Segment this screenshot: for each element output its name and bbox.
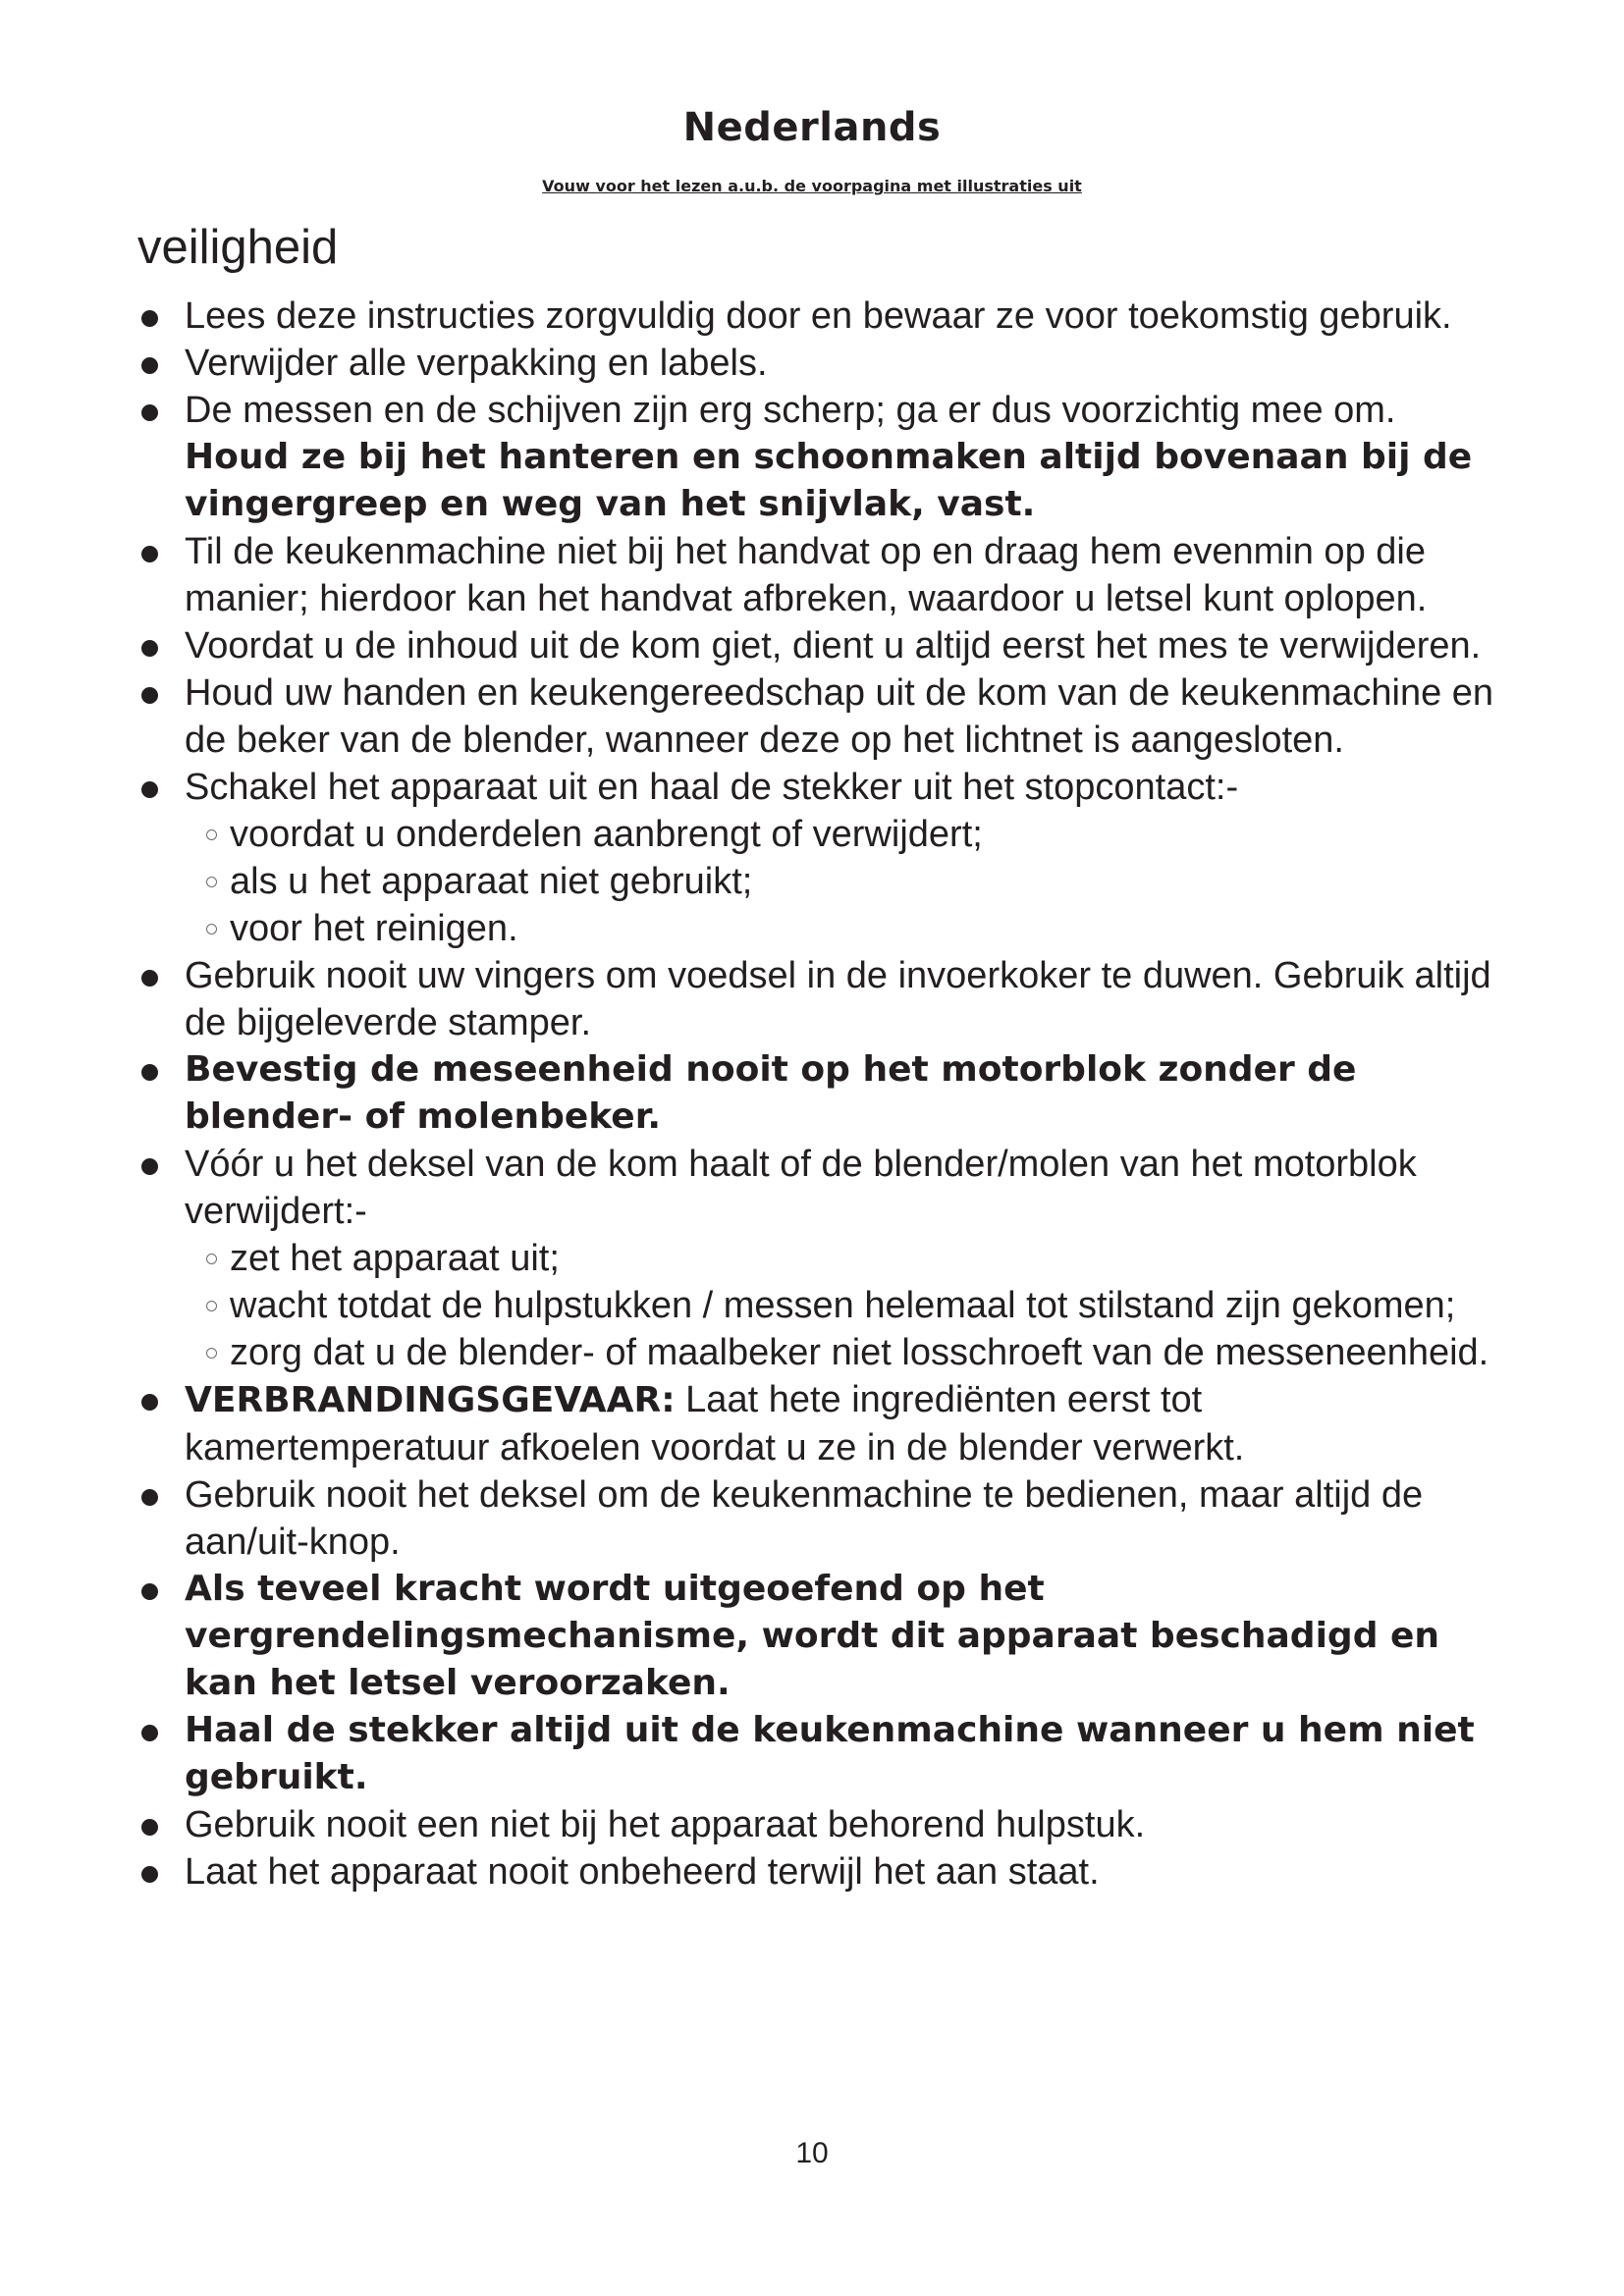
safety-item bbox=[137, 1848, 1512, 1896]
safety-item bbox=[137, 1141, 1512, 1376]
section-heading: veiligheid bbox=[137, 221, 339, 274]
safety-sub-item bbox=[185, 1329, 1512, 1376]
safety-item bbox=[137, 622, 1512, 669]
safety-item bbox=[137, 669, 1512, 764]
safety-sub-list bbox=[185, 1235, 1512, 1376]
safety-sub-item bbox=[185, 811, 1512, 858]
bullet-dot-icon bbox=[141, 1489, 158, 1506]
safety-instructions-list bbox=[137, 293, 1512, 1896]
safety-item bbox=[137, 1566, 1512, 1707]
language-title: Nederlands bbox=[682, 105, 942, 150]
safety-item bbox=[137, 764, 1512, 952]
safety-item-text: Gebruik nooit het deksel om de keukenmachine te bedienen, maar altijd de aan/uit-knop. bbox=[185, 1474, 1424, 1563]
safety-item-warning: Bevestig de meseenheid nooit op het motorblok zonder de blender- of molenbeker. bbox=[185, 1049, 1357, 1137]
bullet-dot-icon bbox=[141, 640, 158, 657]
bullet-dot-icon bbox=[141, 1866, 158, 1883]
sub-bullet-circle-icon bbox=[206, 1301, 217, 1311]
safety-item-text: De messen en de schijven zijn erg scherp; ga er dus voorzichtig mee om. bbox=[185, 390, 1396, 431]
safety-sub-item-text: zorg dat u de blender- of maalbeker niet losschroeft van de messeneenheid. bbox=[230, 1332, 1489, 1373]
safety-item bbox=[137, 1801, 1512, 1848]
bullet-dot-icon bbox=[141, 310, 158, 327]
sub-bullet-circle-icon bbox=[206, 924, 217, 934]
safety-item-text: Schakel het apparaat uit en haal de stekker uit het stopcontact:- bbox=[185, 767, 1239, 808]
sub-bullet-circle-icon bbox=[206, 1348, 217, 1359]
safety-sub-item-text: voordat u onderdelen aanbrengt of verwijdert; bbox=[230, 814, 983, 855]
safety-item-text: Laat hete ingrediënten eerst tot kamertemperatuur afkoelen voordat u ze in de blender verwerkt. bbox=[185, 1379, 1245, 1468]
safety-item-text: Gebruik nooit uw vingers om voedsel in de invoerkoker te duwen. Gebruik altijd de bijgeleverde stamper. bbox=[185, 955, 1491, 1043]
safety-sub-item-text: zet het apparaat uit; bbox=[230, 1238, 560, 1279]
safety-item-text: Laat het apparaat nooit onbeheerd terwijl het aan staat. bbox=[185, 1851, 1100, 1893]
safety-item-text: Gebruik nooit een niet bij het apparaat behorend hulpstuk. bbox=[185, 1804, 1146, 1845]
bullet-dot-icon bbox=[141, 781, 158, 798]
safety-sub-item bbox=[185, 858, 1512, 905]
safety-item-warning: Als teveel kracht wordt uitgeoefend op het vergrendelingsmechanisme, wordt dit apparaat beschadigd en kan het letsel veroorzaken. bbox=[185, 1569, 1440, 1703]
safety-item-text: Lees deze instructies zorgvuldig door en bewaar ze voor toekomstig gebruik. bbox=[185, 295, 1452, 337]
bullet-dot-icon bbox=[141, 546, 158, 562]
bullet-dot-icon bbox=[141, 1394, 158, 1411]
burn-hazard-label: VERBRANDINGSGEVAAR: bbox=[185, 1380, 676, 1420]
safety-item-text: Houd uw handen en keukengereedschap uit de kom van de keukenmachine en de beker van de blender, wanneer deze op het lichtnet is aangesloten. bbox=[185, 672, 1494, 761]
safety-sub-list bbox=[185, 811, 1512, 952]
safety-item bbox=[137, 1376, 1512, 1471]
safety-sub-item bbox=[185, 1282, 1512, 1329]
safety-item bbox=[137, 340, 1512, 387]
safety-item bbox=[137, 528, 1512, 622]
bullet-dot-icon bbox=[141, 357, 158, 374]
safety-item-text: Til de keukenmachine niet bij het handvat op en draag hem evenmin op die manier; hierdoor kan het handvat afbreken, waardoor u letsel kunt oplopen. bbox=[185, 531, 1428, 619]
sub-bullet-circle-icon bbox=[206, 1254, 217, 1264]
bullet-dot-icon bbox=[141, 404, 158, 421]
safety-sub-item-text: voor het reinigen. bbox=[230, 908, 518, 949]
safety-item bbox=[137, 1471, 1512, 1566]
safety-item bbox=[137, 293, 1512, 340]
safety-item bbox=[137, 1707, 1512, 1801]
bullet-dot-icon bbox=[141, 1725, 158, 1741]
bullet-dot-icon bbox=[141, 1064, 158, 1081]
safety-item-warning: Haal de stekker altijd uit de keukenmachine wanneer u hem niet gebruikt. bbox=[185, 1710, 1475, 1797]
safety-item bbox=[137, 1046, 1512, 1141]
bullet-dot-icon bbox=[141, 1819, 158, 1836]
page-number: 10 bbox=[795, 2137, 829, 2169]
safety-sub-item bbox=[185, 1235, 1512, 1282]
safety-sub-item-text: wacht totdat de hulpstukken / messen helemaal tot stilstand zijn gekomen; bbox=[230, 1285, 1456, 1326]
bullet-dot-icon bbox=[141, 970, 158, 987]
safety-item bbox=[137, 952, 1512, 1046]
safety-sub-item-text: als u het apparaat niet gebruikt; bbox=[230, 861, 753, 902]
bullet-dot-icon bbox=[141, 687, 158, 704]
safety-item-text: Voordat u de inhoud uit de kom giet, dient u altijd eerst het mes te verwijderen. bbox=[185, 625, 1482, 667]
sub-bullet-circle-icon bbox=[206, 877, 217, 887]
safety-item-text: Vóór u het deksel van de kom haalt of de blender/molen van het motorblok verwijdert:- bbox=[185, 1144, 1417, 1232]
sub-bullet-circle-icon bbox=[206, 829, 217, 840]
bullet-dot-icon bbox=[141, 1158, 158, 1175]
fold-instruction-note: Vouw voor het lezen a.u.b. de voorpagina met illustraties uit bbox=[542, 177, 1082, 195]
safety-item-text: Verwijder alle verpakking en labels. bbox=[185, 343, 768, 384]
safety-item bbox=[137, 387, 1512, 528]
bullet-dot-icon bbox=[141, 1583, 158, 1600]
safety-item-warning: Houd ze bij het hanteren en schoonmaken altijd bovenaan bij de vingergreep en weg van het snijvlak, vast. bbox=[185, 437, 1473, 524]
safety-sub-item bbox=[185, 905, 1512, 952]
